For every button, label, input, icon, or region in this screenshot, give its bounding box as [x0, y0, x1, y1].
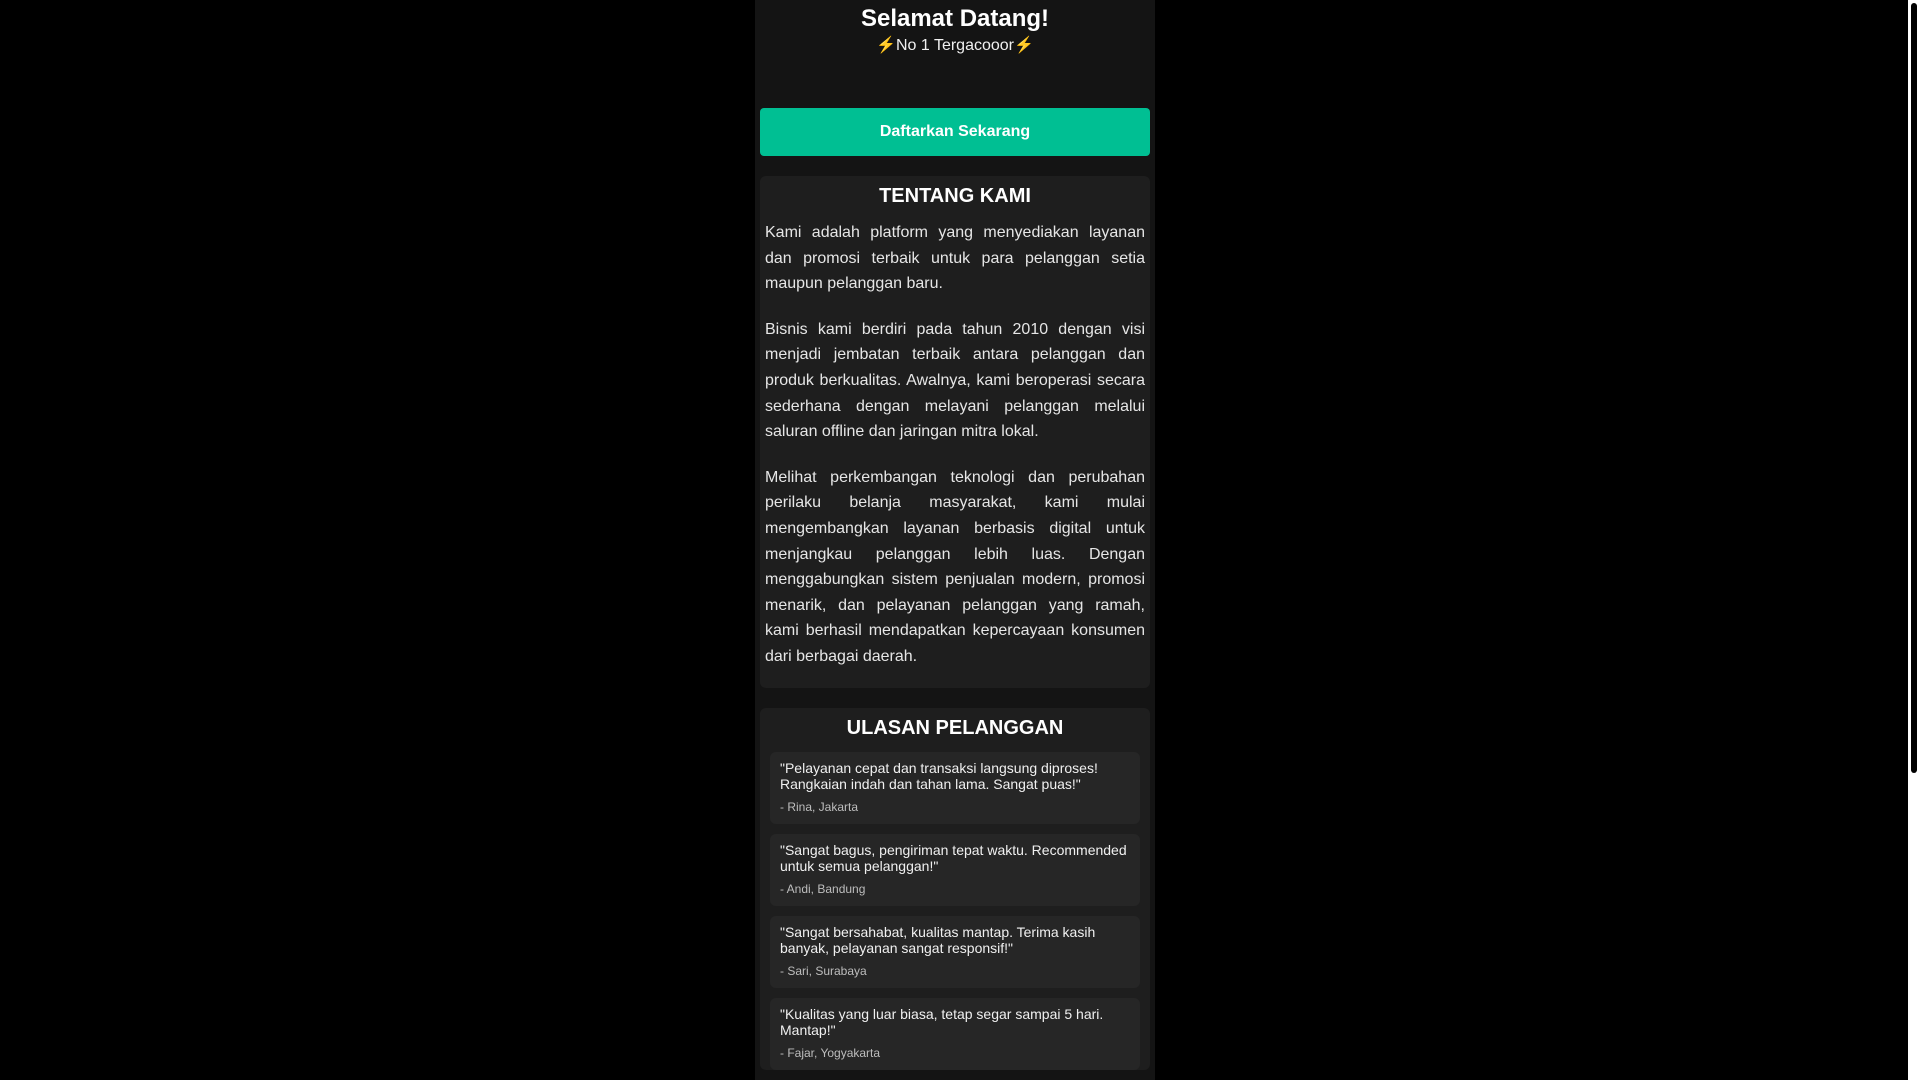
page-subtitle: ⚡No 1 Tergacooor⚡ [876, 37, 1034, 54]
register-now-button[interactable]: Daftarkan Sekarang [760, 108, 1150, 156]
review-card [770, 752, 1140, 824]
page-title: Selamat Datang! [860, 5, 1050, 32]
about-heading: TENTANG KAMI [879, 185, 1031, 207]
review-text: "Sangat bagus, pengiriman tepat waktu. Recommended untuk semua pelanggan!" [780, 841, 1127, 874]
scrollbar-thumb[interactable] [1911, 3, 1917, 773]
vertical-scrollbar[interactable] [1908, 0, 1920, 1080]
review-card [770, 916, 1140, 988]
header [755, 0, 1155, 104]
reviews-heading: ULASAN PELANGGAN [846, 716, 1064, 739]
about-paragraph: Bisnis kami berdiri pada tahun 2010 dengan visi menjadi jembatan terbaik antara pelanggan dan produk berkualitas. Awalnya, kami beroperasi secara sederhana dengan melayani pelanggan melalui saluran offline dan jaringan mitra lokal. [765, 320, 1145, 441]
review-text: "Kualitas yang luar biasa, tetap segar sampai 5 hari. Mantap!" [780, 1005, 1104, 1038]
review-text: "Pelayanan cepat dan transaksi langsung diproses! Rangkaian indah dan tahan lama. Sangat puas!" [780, 759, 1098, 792]
about-paragraph: Melihat perkembangan teknologi dan perubahan perilaku belanja masyarakat, kami mulai mengembangkan layanan berbasis digital untuk menjangkau pelanggan lebih luas. Dengan menggabungkan sistem penjualan modern, promosi menarik, dan pelayanan pelanggan yang ramah, kami berhasil mendapatkan kepercayaan konsumen dari berbagai daerah. [765, 468, 1145, 665]
page-column [755, 0, 1155, 1080]
about-section [760, 176, 1150, 688]
reviews-section [760, 708, 1150, 1070]
review-card [770, 834, 1140, 906]
review-author: - Andi, Bandung [780, 881, 866, 896]
review-card [770, 998, 1140, 1070]
review-author: - Fajar, Yogyakarta [780, 1045, 881, 1060]
about-paragraph: Kami adalah platform yang menyediakan layanan dan promosi terbaik untuk para pelanggan setia maupun pelanggan baru. [765, 224, 1145, 293]
review-text: "Sangat bersahabat, kualitas mantap. Terima kasih banyak, pelayanan sangat responsif!" [780, 923, 1096, 956]
review-author: - Sari, Surabaya [780, 963, 867, 978]
review-author: - Rina, Jakarta [780, 799, 859, 814]
